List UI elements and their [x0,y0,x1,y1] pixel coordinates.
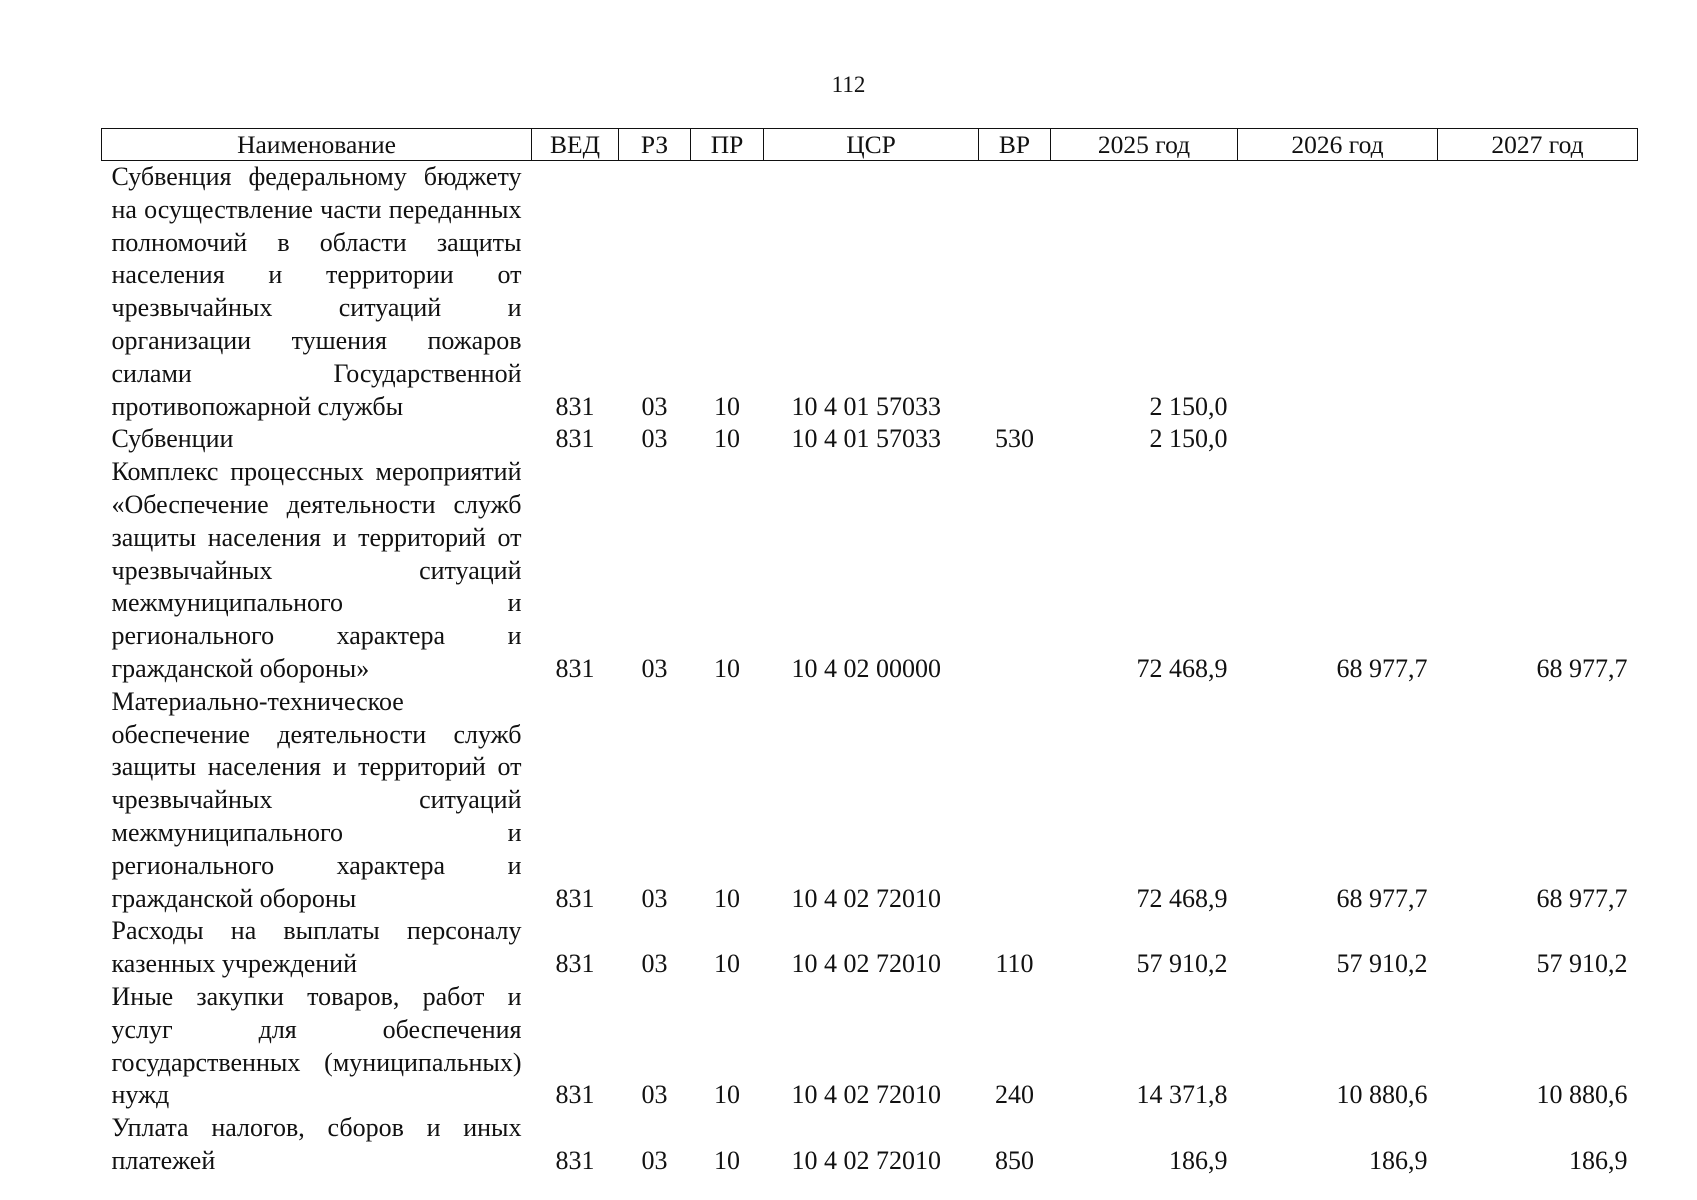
cell-ved: 831 [555,424,595,454]
header-2027: 2027 год [1438,129,1638,161]
cell-2027: 186,9 [1569,1145,1628,1175]
table-row [102,686,1638,916]
cell-2027 [1438,161,1638,424]
cell-csr: 10 4 02 72010 [791,883,941,913]
header-name: Наименование [102,129,532,161]
page-number: 112 [831,72,866,97]
cell-rz: 03 [641,1145,668,1175]
cell-2026: 10 880,6 [1336,1080,1428,1110]
cell-pr: 10 [714,883,740,913]
cell-pr: 10 [714,1080,740,1110]
cell-vr [979,686,1051,916]
cell-rz: 03 [641,653,668,683]
cell-pr: 10 [714,653,740,683]
header-2025: 2025 год [1051,129,1238,161]
cell-pr: 10 [714,949,740,979]
cell-2027: 68 977,7 [1536,883,1628,913]
cell-rz: 03 [641,424,668,454]
cell-2026 [1238,161,1438,424]
header-csr: ЦСР [764,129,979,161]
cell-pr: 10 [714,424,740,454]
cell-rz: 03 [641,883,668,913]
cell-csr: 10 4 02 72010 [791,1145,941,1175]
cell-2025: 57 910,2 [1136,949,1228,979]
cell-name: Субвенция федеральному бюджету на осуществление части переданных полномочий в области защиты населения и территории от чрезвычайных ситуаций и организации тушения пожаров силами Государственной противопожарной службы [111,162,522,421]
cell-name: Иные закупки товаров, работ и услуг для обеспечения государственных (муниципальных) нужд [111,981,522,1110]
cell-vr: 530 [995,424,1034,454]
cell-vr [979,161,1051,424]
cell-name: Комплекс процессных мероприятий «Обеспечение деятельности служб защиты населения и территорий от чрезвычайных ситуаций межмуниципального и регионального характера и гражданской обороны» [111,457,522,683]
cell-2026: 57 910,2 [1336,949,1428,979]
cell-2025: 72 468,9 [1136,653,1228,683]
cell-csr: 10 4 01 57033 [791,391,941,421]
cell-vr: 240 [995,1080,1034,1110]
cell-csr: 10 4 01 57033 [791,424,941,454]
cell-rz: 03 [641,391,668,421]
table-row [102,423,1638,456]
cell-ved: 831 [555,1145,595,1175]
table-row [102,981,1638,1112]
table-row [102,915,1638,981]
cell-2026 [1238,423,1438,456]
cell-2025: 72 468,9 [1136,883,1228,913]
cell-rz: 03 [641,949,668,979]
table-header-row [102,129,1638,161]
cell-ved: 831 [555,1080,595,1110]
cell-2025: 2 150,0 [1149,391,1228,421]
cell-2026: 186,9 [1369,1145,1428,1175]
header-pr: ПР [691,129,764,161]
cell-2025: 186,9 [1169,1145,1228,1175]
header-ved: ВЕД [532,129,619,161]
cell-pr: 10 [714,391,740,421]
budget-table [101,128,1638,1178]
cell-rz: 03 [641,1080,668,1110]
cell-vr [979,456,1051,686]
cell-2025: 2 150,0 [1149,424,1228,454]
cell-2027: 10 880,6 [1536,1080,1628,1110]
header-rz: РЗ [619,129,691,161]
cell-2026: 68 977,7 [1336,653,1428,683]
cell-vr: 110 [995,949,1034,979]
cell-vr: 850 [995,1145,1034,1175]
cell-csr: 10 4 02 72010 [791,949,941,979]
cell-name: Материально-техническое обеспечение деятельности служб защиты населения и территорий от чрезвычайных ситуаций межмуниципального и регионального характера и гражданской обороны [111,686,522,913]
table-row [102,456,1638,686]
cell-ved: 831 [555,391,595,421]
table-row [102,161,1638,424]
cell-2027 [1438,423,1638,456]
table-row [102,1112,1638,1178]
cell-ved: 831 [555,949,595,979]
cell-csr: 10 4 02 00000 [791,653,941,683]
header-vr: ВР [979,129,1051,161]
cell-name: Уплата налогов, сборов и иных платежей [111,1113,522,1175]
cell-ved: 831 [555,883,595,913]
cell-name: Субвенции [111,424,234,454]
header-2026: 2026 год [1238,129,1438,161]
cell-pr: 10 [714,1145,740,1175]
cell-2026: 68 977,7 [1336,883,1428,913]
cell-2025: 14 371,8 [1136,1080,1228,1110]
cell-2027: 68 977,7 [1536,653,1628,683]
cell-csr: 10 4 02 72010 [791,1080,941,1110]
cell-ved: 831 [555,653,595,683]
cell-2027: 57 910,2 [1536,949,1628,979]
cell-name: Расходы на выплаты персоналу казенных учреждений [111,916,522,979]
